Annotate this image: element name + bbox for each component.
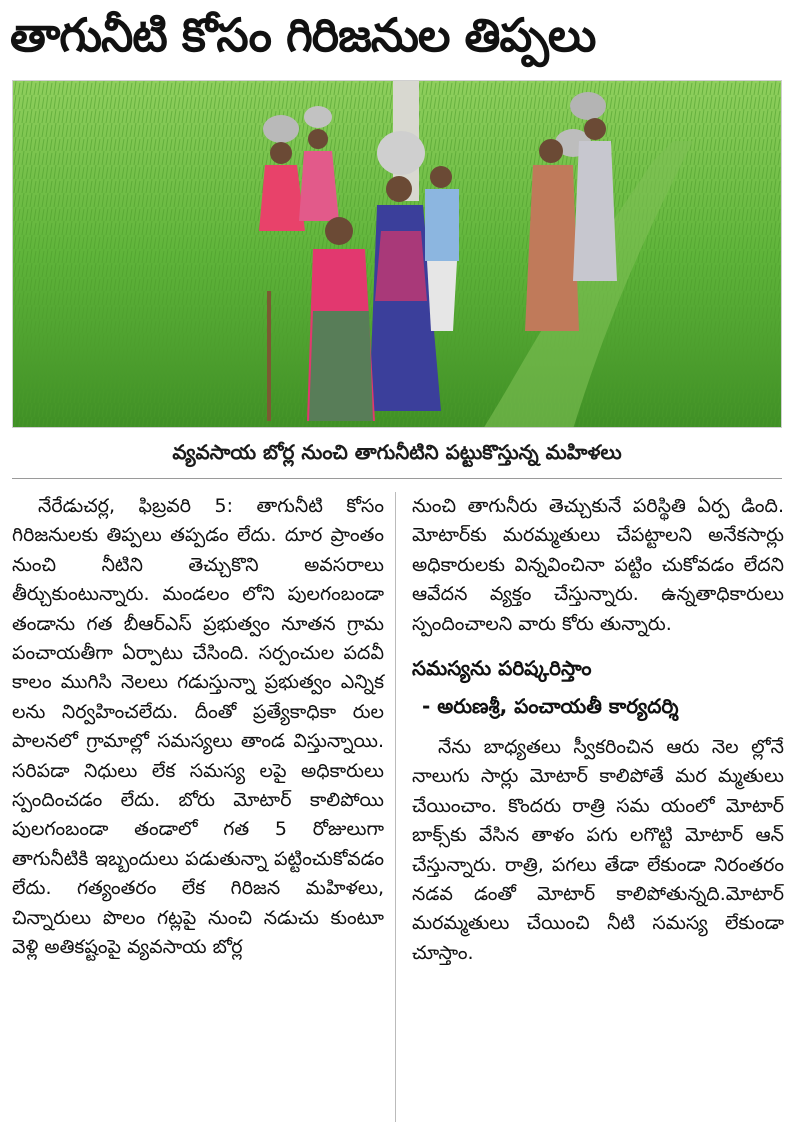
article-paragraph	[12, 492, 384, 963]
subhead: సమస్యను పరిష్కరిస్తాం	[412, 656, 592, 681]
article-column-left	[12, 492, 384, 963]
byline: - అరుణశ్రీ, పంచాయతీ కార్యదర్శి	[422, 694, 679, 719]
article-column-right	[412, 492, 784, 968]
body-text-left: తాగునీటి కోసం గిరిజనులకు తిప్పలు తప్పడం లేదు. దూర ప్రాంతం నుంచి నీటిని తెచ్చుకొని అవసరాలు తీర్చుకుంటున్నారు. మండలం లోని పులగంబండా తండాను గత బీఆర్ఎస్ ప్రభుత్వం నూతన గ్రామ పంచాయతీగా ఏర్పాటు చేసింది. సర్పంచుల పదవీ కాలం ముగిసి నెలలు గడుస్తున్నా ప్రభుత్వం ఎన్నిక లను నిర్వహించలేదు. దీంతో ప్రత్యేకాధికా రుల పాలనలో గ్రామాల్లో సమస్యలు తాండ విస్తున్నాయి. సరిపడా నిధులు లేక సమస్య లపై అధికారులు స్పందించడం లేదు. బోరు మోటార్ కాలిపోయి పులగంబండా తండాలో గత 5 రోజులుగా తాగునీటికి ఇబ్బందులు పడుతున్నా పట్టించుకోవడం లేదు. గత్యంతరం లేక గిరిజన మహిళలు, చిన్నారులు పొలం గట్లపై నుంచి నడుచు కుంటూ వెళ్లి అతికష్టంపై వ్యవసాయ బోర్ల	[12, 495, 384, 959]
paddy-field-illustration	[13, 81, 782, 428]
body-text-right: నుంచి తాగునీరు తెచ్చుకునే పరిస్థితి ఏర్ప డింది. మోటార్‌కు మరమ్మతులు చేపట్టాలని అనేకసార్లు అధికారులకు విన్నవించినా పట్టిం చుకోవడం లేదని ఆవేదన వ్యక్తం చేస్తున్నారు. ఉన్నతాధికారులు స్పందించాలని వారు కోరు తున్నారు.	[412, 495, 784, 635]
dateline: నేరేడుచర్ల, ఫిబ్రవరి 5:	[38, 495, 233, 517]
news-photo	[12, 80, 782, 428]
column-divider	[395, 492, 396, 1122]
caption-rule	[12, 478, 782, 479]
man-figure	[425, 166, 459, 331]
quote-paragraph: నేను బాధ్యతలు స్వీకరించిన ఆరు నెల ల్లోనే నాలుగు సార్లు మోటార్ కాలిపోతే మర మ్మతులు చేయించాం. కొందరు రాత్రి సమ యంలో మోటార్ బాక్స్‌కు వేసిన తాళం పగు లగొట్టి మోటార్ ఆన్ చేస్తున్నారు. రాత్రి, పగలు తేడా లేకుండా నిరంతరం నడవ డంతో మోటార్ కాలిపోతున్నది.మోటార్ మరమ్మతులు చేయించి నీటి సమస్య లేకుండా చూస్తాం.	[412, 736, 784, 964]
headline: తాగునీటి కోసం గిరిజనుల తిప్పలు	[10, 8, 596, 62]
photo-caption: వ్యవసాయ బోర్ల నుంచి తాగునీటిని పట్టుకొస్తున్న మహిళలు	[172, 440, 622, 464]
